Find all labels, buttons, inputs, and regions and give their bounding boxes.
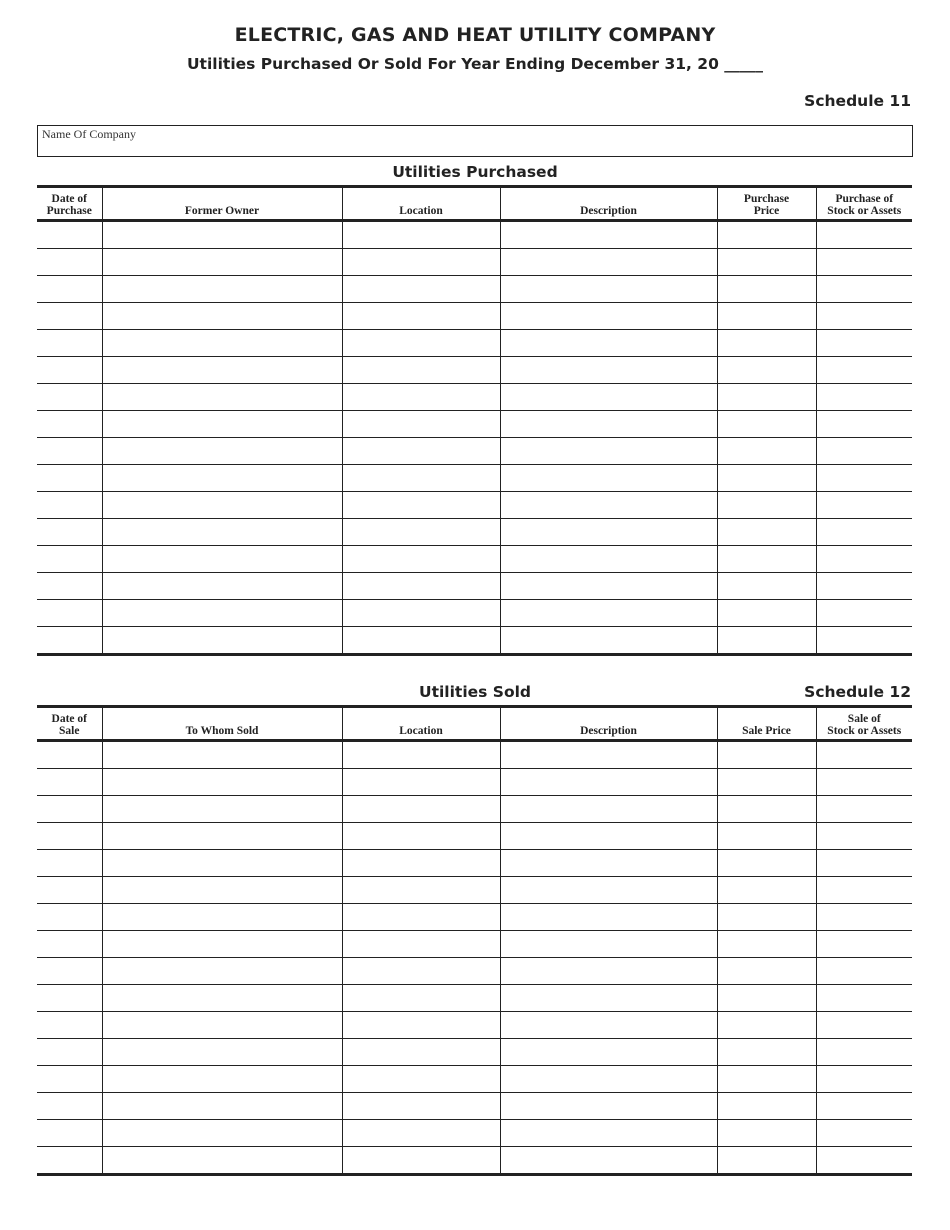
table-cell[interactable] [717,1147,816,1175]
table-cell[interactable] [816,330,912,357]
sold-table-body [37,741,912,1175]
table-cell[interactable] [717,303,816,330]
column-header-sale-price: Sale Price [717,707,816,741]
table-cell[interactable] [816,1012,912,1039]
table-cell[interactable] [717,330,816,357]
table-cell[interactable] [342,330,500,357]
table-cell[interactable] [816,411,912,438]
table-cell[interactable] [342,627,500,655]
table-cell[interactable] [816,438,912,465]
table-cell[interactable] [37,546,102,573]
table-cell[interactable] [37,1012,102,1039]
table-cell[interactable] [102,1120,342,1147]
table-row [37,492,912,519]
table-cell[interactable] [37,769,102,796]
table-cell[interactable] [342,931,500,958]
table-cell[interactable] [102,985,342,1012]
table-cell[interactable] [342,1147,500,1175]
table-cell[interactable] [102,1066,342,1093]
schedule-11-label: Schedule 11 [804,92,911,110]
table-cell[interactable] [37,877,102,904]
table-cell[interactable] [816,384,912,411]
table-row [37,796,912,823]
table-cell[interactable] [816,221,912,249]
table-cell[interactable] [342,958,500,985]
table-cell[interactable] [342,904,500,931]
table-cell[interactable] [717,1120,816,1147]
table-row [37,465,912,492]
table-cell[interactable] [500,276,717,303]
table-row [37,741,912,769]
table-cell[interactable] [816,492,912,519]
table-cell[interactable] [37,904,102,931]
table-cell[interactable] [102,958,342,985]
table-cell[interactable] [500,1093,717,1120]
table-cell[interactable] [342,221,500,249]
table-cell[interactable] [342,519,500,546]
table-row [37,221,912,249]
table-cell[interactable] [342,384,500,411]
table-cell[interactable] [342,985,500,1012]
table-cell[interactable] [342,823,500,850]
table-cell[interactable] [102,276,342,303]
table-cell[interactable] [37,823,102,850]
table-row [37,276,912,303]
table-cell[interactable] [717,958,816,985]
table-row [37,600,912,627]
table-row [37,519,912,546]
table-cell[interactable] [500,985,717,1012]
table-cell[interactable] [500,850,717,877]
table-cell[interactable] [342,411,500,438]
table-cell[interactable] [342,573,500,600]
table-cell[interactable] [500,357,717,384]
table-cell[interactable] [37,796,102,823]
table-cell[interactable] [816,276,912,303]
table-cell[interactable] [37,958,102,985]
table-cell[interactable] [37,931,102,958]
table-row [37,1039,912,1066]
table-row [37,303,912,330]
utilities-sold-table [37,705,912,1176]
table-cell[interactable] [102,904,342,931]
table-cell[interactable] [102,741,342,769]
table-cell[interactable] [816,303,912,330]
table-row [37,1147,912,1175]
table-cell[interactable] [816,546,912,573]
table-cell[interactable] [102,600,342,627]
table-cell[interactable] [500,931,717,958]
table-cell[interactable] [717,850,816,877]
table-cell[interactable] [500,600,717,627]
table-row [37,877,912,904]
table-cell[interactable] [102,249,342,276]
table-cell[interactable] [717,769,816,796]
table-row [37,1120,912,1147]
table-cell[interactable] [102,384,342,411]
table-cell[interactable] [102,546,342,573]
table-cell[interactable] [816,357,912,384]
table-cell[interactable] [816,741,912,769]
purchased-table-body [37,221,912,655]
table-cell[interactable] [500,627,717,655]
table-cell[interactable] [717,1093,816,1120]
table-row [37,769,912,796]
table-cell[interactable] [102,1093,342,1120]
table-cell[interactable] [102,1012,342,1039]
table-cell[interactable] [500,465,717,492]
table-row [37,357,912,384]
table-cell[interactable] [717,249,816,276]
table-cell[interactable] [717,492,816,519]
table-cell[interactable] [37,985,102,1012]
table-cell[interactable] [37,519,102,546]
table-cell[interactable] [500,330,717,357]
table-cell[interactable] [500,303,717,330]
table-cell[interactable] [102,1147,342,1175]
column-header-former-owner: Former Owner [102,187,342,221]
table-cell[interactable] [500,573,717,600]
table-cell[interactable] [37,600,102,627]
table-cell[interactable] [717,384,816,411]
table-cell[interactable] [342,850,500,877]
table-cell[interactable] [717,931,816,958]
table-cell[interactable] [500,249,717,276]
table-cell[interactable] [816,1120,912,1147]
table-cell[interactable] [816,904,912,931]
table-cell[interactable] [37,850,102,877]
table-cell[interactable] [102,823,342,850]
table-cell[interactable] [500,1066,717,1093]
table-cell[interactable] [342,796,500,823]
table-cell[interactable] [717,465,816,492]
table-cell[interactable] [342,357,500,384]
table-cell[interactable] [342,1012,500,1039]
table-cell[interactable] [500,877,717,904]
form-subtitle: Utilities Purchased Or Sold For Year Ending December 31, 20 _____ [186,55,764,73]
table-cell[interactable] [816,769,912,796]
table-cell[interactable] [717,573,816,600]
table-cell[interactable] [342,769,500,796]
table-cell[interactable] [342,600,500,627]
table-cell[interactable] [37,411,102,438]
table-cell[interactable] [37,1120,102,1147]
column-header-description: Description [500,707,717,741]
table-cell[interactable] [717,1066,816,1093]
table-cell[interactable] [342,1066,500,1093]
table-row [37,1012,912,1039]
table-row [37,823,912,850]
column-header-date-of-purchase: Date of Purchase [37,187,102,221]
column-header-date-of-sale: Date of Sale [37,707,102,741]
table-row [37,330,912,357]
table-cell[interactable] [37,627,102,655]
table-cell[interactable] [500,492,717,519]
table-row [37,931,912,958]
table-cell[interactable] [816,796,912,823]
utilities-purchased-table [37,185,912,656]
table-cell[interactable] [37,330,102,357]
table-row [37,850,912,877]
table-cell[interactable] [500,1012,717,1039]
table-cell[interactable] [342,249,500,276]
table-cell[interactable] [816,1147,912,1175]
table-cell[interactable] [717,276,816,303]
column-header-purchase-of-stock-or-assets: Purchase of Stock or Assets [816,187,912,221]
column-header-location: Location [342,187,500,221]
table-cell[interactable] [342,741,500,769]
table-cell[interactable] [717,519,816,546]
table-cell[interactable] [717,411,816,438]
table-cell[interactable] [37,1066,102,1093]
table-cell[interactable] [37,1147,102,1175]
table-cell[interactable] [102,411,342,438]
table-cell[interactable] [816,249,912,276]
table-row [37,958,912,985]
table-cell[interactable] [37,492,102,519]
table-cell[interactable] [717,877,816,904]
table-cell[interactable] [816,519,912,546]
table-cell[interactable] [816,627,912,655]
schedule-12-label: Schedule 12 [804,683,911,701]
table-cell[interactable] [816,1066,912,1093]
table-cell[interactable] [500,1120,717,1147]
table-cell[interactable] [717,357,816,384]
table-cell[interactable] [342,492,500,519]
table-cell[interactable] [37,1093,102,1120]
table-cell[interactable] [102,492,342,519]
table-cell[interactable] [500,958,717,985]
table-cell[interactable] [342,1039,500,1066]
table-cell[interactable] [37,741,102,769]
table-cell[interactable] [717,796,816,823]
table-row [37,1066,912,1093]
table-cell[interactable] [500,519,717,546]
table-cell[interactable] [500,741,717,769]
table-cell[interactable] [500,904,717,931]
table-cell[interactable] [816,823,912,850]
table-cell[interactable] [717,1012,816,1039]
column-header-purchase-price: Purchase Price [717,187,816,221]
table-cell[interactable] [717,546,816,573]
table-cell[interactable] [816,877,912,904]
table-row [37,573,912,600]
table-cell[interactable] [102,221,342,249]
table-cell[interactable] [500,1039,717,1066]
table-cell[interactable] [717,221,816,249]
table-cell[interactable] [816,465,912,492]
table-cell[interactable] [102,627,342,655]
table-cell[interactable] [102,796,342,823]
table-cell[interactable] [37,276,102,303]
column-header-description: Description [500,187,717,221]
table-cell[interactable] [102,1039,342,1066]
table-cell[interactable] [102,330,342,357]
table-cell[interactable] [342,1093,500,1120]
utilities-purchased-title: Utilities Purchased [392,163,558,181]
table-cell[interactable] [37,1039,102,1066]
table-cell[interactable] [37,357,102,384]
utilities-sold-title: Utilities Sold [418,683,531,701]
table-cell[interactable] [37,249,102,276]
table-cell[interactable] [500,796,717,823]
table-cell[interactable] [342,877,500,904]
table-row [37,904,912,931]
table-cell[interactable] [102,769,342,796]
table-cell[interactable] [102,357,342,384]
table-cell[interactable] [102,519,342,546]
table-cell[interactable] [816,573,912,600]
table-cell[interactable] [342,1120,500,1147]
table-row [37,1093,912,1120]
table-cell[interactable] [37,221,102,249]
table-cell[interactable] [500,438,717,465]
table-cell[interactable] [500,221,717,249]
table-cell[interactable] [717,741,816,769]
table-cell[interactable] [717,438,816,465]
table-cell[interactable] [102,877,342,904]
table-cell[interactable] [717,823,816,850]
table-cell[interactable] [342,276,500,303]
form-title: ELECTRIC, GAS AND HEAT UTILITY COMPANY [234,24,716,46]
table-cell[interactable] [342,438,500,465]
table-row [37,985,912,1012]
table-cell[interactable] [37,465,102,492]
table-row [37,438,912,465]
table-cell[interactable] [816,985,912,1012]
table-cell[interactable] [816,958,912,985]
table-cell[interactable] [500,823,717,850]
company-name-label: Name Of Company [42,127,136,141]
table-row [37,411,912,438]
table-cell[interactable] [816,1093,912,1120]
table-row [37,627,912,655]
table-cell[interactable] [500,546,717,573]
table-cell[interactable] [816,600,912,627]
table-cell[interactable] [500,411,717,438]
table-cell[interactable] [37,303,102,330]
table-cell[interactable] [37,438,102,465]
table-cell[interactable] [102,850,342,877]
table-cell[interactable] [717,904,816,931]
company-name-field[interactable] [37,125,913,157]
table-cell[interactable] [37,573,102,600]
table-row [37,546,912,573]
table-row [37,384,912,411]
table-cell[interactable] [342,465,500,492]
table-cell[interactable] [102,931,342,958]
table-cell[interactable] [500,1147,717,1175]
column-header-to-whom-sold: To Whom Sold [102,707,342,741]
table-cell[interactable] [816,1039,912,1066]
table-cell[interactable] [500,769,717,796]
table-cell[interactable] [816,850,912,877]
column-header-location: Location [342,707,500,741]
table-row [37,249,912,276]
table-cell[interactable] [102,438,342,465]
table-cell[interactable] [102,465,342,492]
table-cell[interactable] [102,573,342,600]
table-cell[interactable] [500,384,717,411]
table-cell[interactable] [717,627,816,655]
column-header-sale-of-stock-or-assets: Sale of Stock or Assets [816,707,912,741]
table-cell[interactable] [717,600,816,627]
table-cell[interactable] [816,931,912,958]
table-cell[interactable] [37,384,102,411]
table-cell[interactable] [342,303,500,330]
table-cell[interactable] [717,985,816,1012]
table-cell[interactable] [717,1039,816,1066]
table-cell[interactable] [102,303,342,330]
table-cell[interactable] [342,546,500,573]
